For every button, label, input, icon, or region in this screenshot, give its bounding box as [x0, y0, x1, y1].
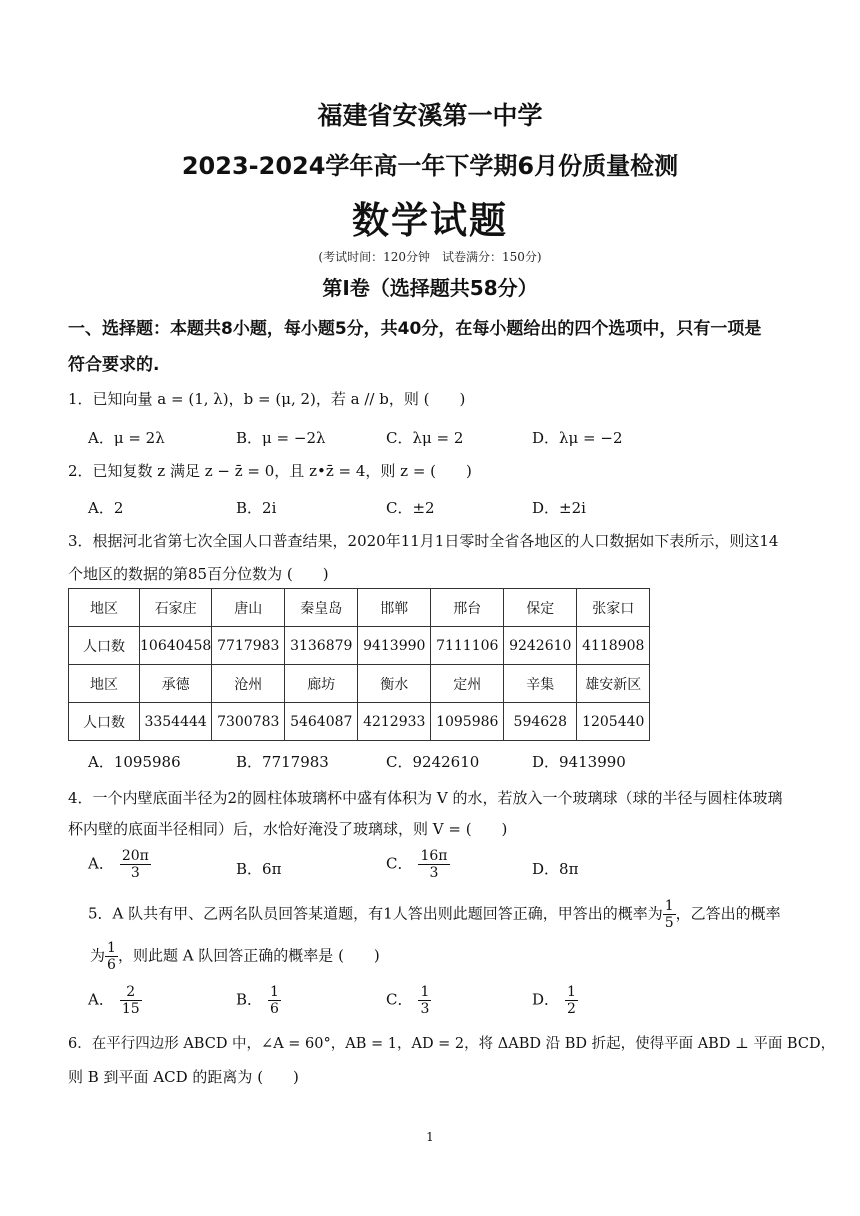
option-label: C． — [386, 854, 413, 873]
q2-option-a: A．2 — [88, 499, 124, 517]
fraction-denominator: 6 — [270, 1001, 279, 1017]
section-heading-cont: 符合要求的. — [68, 355, 160, 375]
table-cell: 定州 — [431, 665, 504, 703]
fraction — [120, 848, 151, 881]
fraction-numerator: 1 — [107, 940, 116, 956]
fraction-numerator: 1 — [567, 984, 576, 1000]
option-label: A． — [88, 854, 114, 873]
fraction — [565, 984, 578, 1017]
question-3-cont: 个地区的数据的第85百分位数为 ( ) — [68, 565, 329, 583]
table-cell: 1095986 — [431, 703, 504, 741]
table-cell: 7111106 — [431, 627, 504, 665]
q3-option-c: C．9242610 — [386, 753, 480, 771]
exam-note: (考试时间：120分钟 试卷满分：150分) — [318, 250, 542, 264]
table-cell: 9242610 — [504, 627, 577, 665]
question-2: 2．已知复数 z 满足 z − z̄ = 0，且 z•z̄ = 4，则 z = ( ) — [68, 462, 472, 480]
table-cell: 7717983 — [212, 627, 285, 665]
table-row — [69, 665, 650, 703]
table-cell: 唐山 — [212, 589, 285, 627]
q3-option-a: A．1095986 — [88, 753, 181, 771]
q1-option-d: D．λμ = −2 — [532, 429, 623, 447]
fraction — [418, 984, 431, 1017]
q2-option-c: C．±2 — [386, 499, 435, 517]
fraction — [268, 984, 281, 1017]
table-cell: 地区 — [69, 665, 140, 703]
table-cell: 雄安新区 — [577, 665, 650, 703]
fraction — [105, 940, 118, 973]
table-cell: 辛集 — [504, 665, 577, 703]
question-5-text-cont: ，则此题 A 队回答正确的概率是 ( ) — [117, 946, 380, 965]
table-cell: 张家口 — [577, 589, 650, 627]
q3-option-d: D．9413990 — [532, 753, 626, 771]
question-5-text: 5．A 队共有甲、乙两名队员回答某道题，有1人答出则此题回答正确，甲答出的概率为 — [88, 904, 663, 923]
q1-option-a: A．μ = 2λ — [88, 429, 165, 447]
question-5 — [88, 898, 781, 931]
table-cell: 1205440 — [577, 703, 650, 741]
table-cell: 3136879 — [285, 627, 358, 665]
fraction-denominator: 15 — [121, 1001, 140, 1017]
fraction — [120, 984, 142, 1017]
table-cell: 4118908 — [577, 627, 650, 665]
fraction-numerator: 1 — [664, 898, 674, 914]
page-number: 1 — [426, 1130, 434, 1144]
fraction — [418, 848, 449, 881]
table-cell: 3354444 — [140, 703, 212, 741]
question-4: 4．一个内壁底面半径为2的圆柱体玻璃杯中盛有体积为 V 的水，若放入一个玻璃球（球的半径与圆柱体玻璃 — [68, 789, 783, 807]
table-cell: 秦皇岛 — [285, 589, 358, 627]
table-cell: 5464087 — [285, 703, 358, 741]
question-4-cont: 杯内壁的底面半径相同）后，水恰好淹没了玻璃球，则 V = ( ) — [68, 820, 508, 838]
q4-option-c — [386, 848, 450, 881]
q5-option-c — [386, 984, 431, 1017]
fraction-denominator: 5 — [664, 915, 674, 931]
question-6: 6．在平行四边形 ABCD 中，∠A = 60°，AB = 1，AD = 2，将 ΔABD 沿 BD 折起，使得平面 ABD ⊥ 平面 BCD， — [68, 1036, 836, 1052]
table-cell: 10640458 — [140, 627, 212, 665]
question-6-cont: 则 B 到平面 ACD 的距离为 ( ) — [68, 1068, 299, 1086]
table-row — [69, 589, 650, 627]
q1-option-c: C．λμ = 2 — [386, 429, 464, 447]
q4-option-b: B．6π — [236, 860, 282, 878]
option-label: A． — [88, 990, 114, 1009]
table-cell: 沧州 — [212, 665, 285, 703]
question-3: 3．根据河北省第七次全国人口普查结果，2020年11月1日零时全省各地区的人口数据如下表所示，则这14 — [68, 532, 779, 550]
table-row — [69, 627, 650, 665]
q4-option-a — [88, 848, 151, 881]
exam-title: 2023-2024学年高一年下学期6月份质量检测 — [181, 152, 679, 180]
q2-option-d: D．±2i — [532, 499, 586, 517]
fraction-denominator: 3 — [429, 865, 439, 881]
q5-option-a — [88, 984, 142, 1017]
fraction-numerator: 2 — [120, 984, 142, 1001]
subject-title: 数学试题 — [352, 199, 508, 242]
table-cell: 人口数 — [69, 703, 140, 741]
question-1: 1．已知向量 a = (1, λ)，b = (μ, 2)，若 a // b，则 ( ) — [68, 390, 466, 408]
option-label: B． — [236, 990, 263, 1009]
table-cell: 承德 — [140, 665, 212, 703]
q3-option-b: B．7717983 — [236, 753, 329, 771]
table-cell: 地区 — [69, 589, 140, 627]
option-label: C． — [386, 990, 413, 1009]
fraction-numerator: 1 — [270, 984, 279, 1000]
fraction-numerator: 1 — [420, 984, 430, 1000]
table-cell: 邢台 — [431, 589, 504, 627]
fraction-denominator: 3 — [420, 1001, 430, 1017]
table-cell: 7300783 — [212, 703, 285, 741]
table-cell: 衡水 — [358, 665, 431, 703]
fraction-denominator: 2 — [567, 1001, 576, 1017]
population-table — [68, 588, 650, 741]
option-label: D． — [532, 990, 560, 1009]
table-row — [69, 703, 650, 741]
table-cell: 邯郸 — [358, 589, 431, 627]
school-name: 福建省安溪第一中学 — [317, 101, 543, 130]
q2-option-b: B．2i — [236, 499, 277, 517]
question-5-line-2 — [90, 940, 380, 973]
fraction-denominator: 3 — [130, 865, 140, 881]
table-cell: 保定 — [504, 589, 577, 627]
table-cell: 4212933 — [358, 703, 431, 741]
part-title: 第I卷（选择题共58分） — [322, 276, 538, 300]
q5-option-b — [236, 984, 281, 1017]
table-cell: 廊坊 — [285, 665, 358, 703]
q4-option-d: D．8π — [532, 860, 579, 878]
q5-option-d — [532, 984, 578, 1017]
q1-option-b: B．μ = −2λ — [236, 429, 326, 447]
fraction-numerator: 20π — [121, 848, 149, 864]
table-cell: 594628 — [504, 703, 577, 741]
question-5-text-cont: ，乙答出的概率 — [675, 904, 781, 923]
table-cell: 石家庄 — [140, 589, 212, 627]
fraction — [663, 898, 676, 931]
fraction-denominator: 6 — [107, 957, 116, 973]
question-5-text: 为 — [90, 946, 106, 965]
section-heading: 一、选择题：本题共8小题，每小题5分，共40分，在每小题给出的四个选项中，只有一项是 — [68, 319, 762, 339]
table-cell: 人口数 — [69, 627, 140, 665]
fraction-numerator: 16π — [420, 848, 448, 864]
table-cell: 9413990 — [358, 627, 431, 665]
